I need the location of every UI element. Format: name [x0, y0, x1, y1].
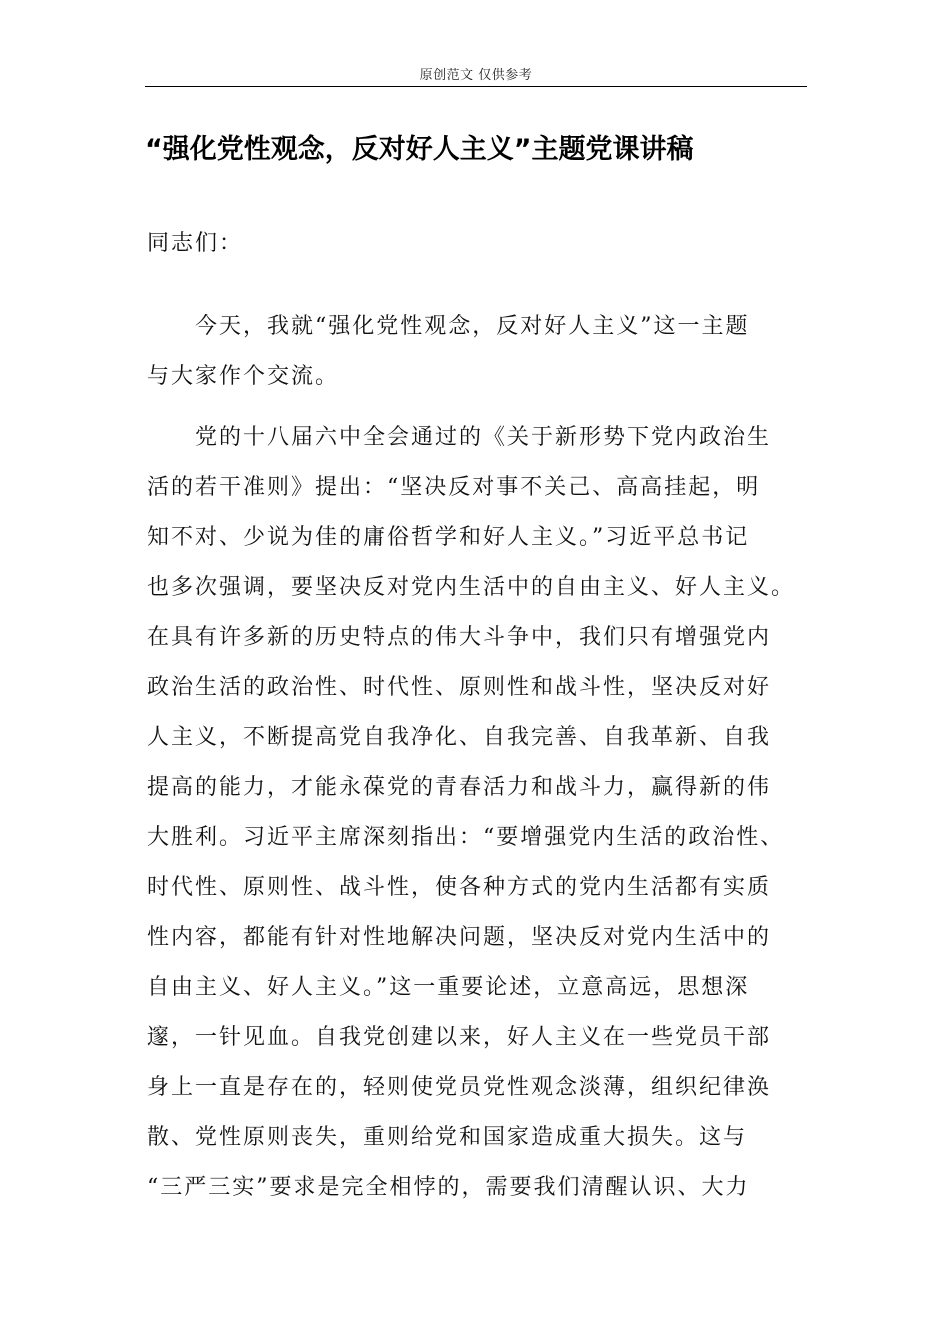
paragraph-line: 大胜利。习近平主席深刻指出：“要增强党内生活的政治性、: [147, 825, 785, 850]
paragraph-line: 身上一直是存在的，轻则使党员党性观念淡薄，组织纪律涣: [147, 1075, 772, 1100]
paragraph-line: 性内容，都能有针对性地解决问题，坚决反对党内生活中的: [147, 925, 772, 950]
paragraph-2: [147, 413, 807, 1213]
paragraph-line: 政治生活的政治性、时代性、原则性和战斗性，坚决反对好: [147, 675, 772, 700]
paragraph-line: 提高的能力，才能永葆党的青春活力和战斗力，赢得新的伟: [147, 775, 772, 800]
document-title: “强化党性观念，反对好人主义”主题党课讲稿: [145, 134, 694, 165]
paragraph-line: “三严三实”要求是完全相悖的，需要我们清醒认识、大力: [147, 1175, 750, 1200]
paragraph-line: 自由主义、好人主义。”这一重要论述，立意高远，思想深: [147, 975, 750, 1000]
paragraph-line: 散、党性原则丧失，重则给党和国家造成重大损失。这与: [147, 1125, 748, 1150]
paragraph-line: 知不对、少说为佳的庸俗哲学和好人主义。”习近平总书记: [147, 525, 750, 550]
paragraph-line: 党的十八届六中全会通过的《关于新形势下党内政治生: [147, 425, 772, 450]
paragraph-line: 活的若干准则》提出：“坚决反对事不关己、高高挂起，明: [147, 475, 761, 500]
paragraph-line: 人主义，不断提高党自我净化、自我完善、自我革新、自我: [147, 725, 772, 750]
paragraph-line: 也多次强调，要坚决反对党内生活中的自由主义、好人主义。: [147, 575, 796, 600]
salutation: 同志们：: [147, 231, 244, 256]
paragraph-line: 邃，一针见血。自我党创建以来，好人主义在一些党员干部: [147, 1025, 772, 1050]
paragraph-line: 在具有许多新的历史特点的伟大斗争中，我们只有增强党内: [147, 625, 772, 650]
header-text: 原创范文 仅供参考: [419, 68, 533, 83]
paragraph-line: 与大家作个交流。: [147, 364, 340, 389]
paragraph-1: [147, 302, 807, 402]
paragraph-line: 今天，我就“强化党性观念，反对好人主义”这一主题: [147, 314, 750, 339]
header-rule: [145, 86, 807, 87]
paragraph-line: 时代性、原则性、战斗性，使各种方式的党内生活都有实质: [147, 875, 772, 900]
